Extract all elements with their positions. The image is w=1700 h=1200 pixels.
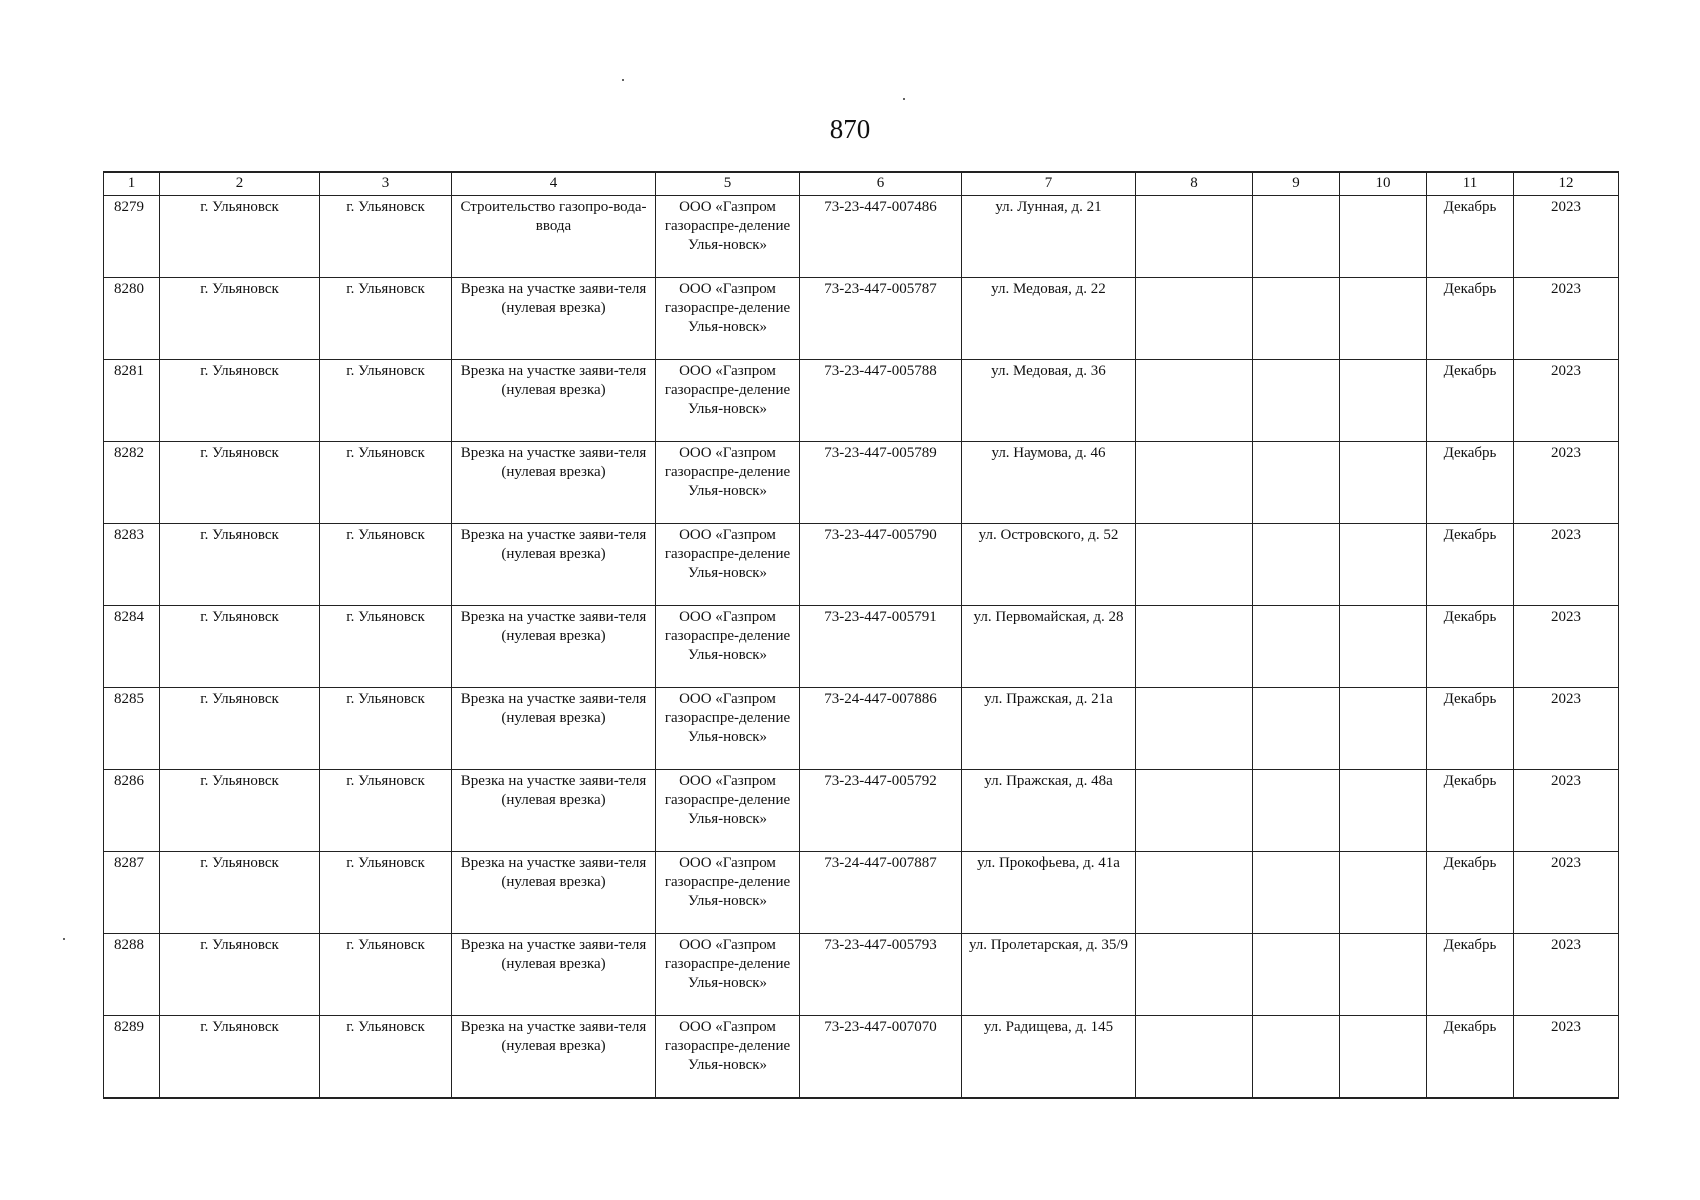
cell-code: 73-23-447-005790 [800,524,962,606]
cell-number: 8286 [104,770,160,852]
cell-year: 2023 [1514,360,1619,442]
cell-district: г. Ульяновск [160,852,320,934]
cell-col-10 [1340,196,1427,278]
cell-month: Декабрь [1427,442,1514,524]
cell-number: 8279 [104,196,160,278]
cell-number: 8284 [104,606,160,688]
cell-month: Декабрь [1427,770,1514,852]
cell-col-8 [1136,442,1253,524]
cell-col-8 [1136,770,1253,852]
cell-year: 2023 [1514,196,1619,278]
col-header-4: 4 [452,172,656,196]
cell-settlement: г. Ульяновск [320,688,452,770]
cell-col-8 [1136,1016,1253,1098]
cell-work-type: Врезка на участке заяви-теля (нулевая врезка) [452,934,656,1016]
cell-organization: ООО «Газпром газораспре-деление Улья-новск» [656,278,800,360]
cell-address: ул. Радищева, д. 145 [962,1016,1136,1098]
cell-col-10 [1340,770,1427,852]
cell-number: 8288 [104,934,160,1016]
cell-month: Декабрь [1427,524,1514,606]
cell-settlement: г. Ульяновск [320,1016,452,1098]
cell-address: ул. Медовая, д. 36 [962,360,1136,442]
table-row [104,442,1619,524]
cell-col-10 [1340,1016,1427,1098]
cell-organization: ООО «Газпром газораспре-деление Улья-новск» [656,196,800,278]
scan-speck [63,938,65,940]
cell-year: 2023 [1514,934,1619,1016]
cell-district: г. Ульяновск [160,934,320,1016]
page-number: 870 [829,114,871,144]
cell-settlement: г. Ульяновск [320,442,452,524]
cell-address: ул. Лунная, д. 21 [962,196,1136,278]
col-header-2: 2 [160,172,320,196]
cell-col-9 [1253,934,1340,1016]
table-row [104,360,1619,442]
cell-year: 2023 [1514,852,1619,934]
cell-col-8 [1136,688,1253,770]
cell-settlement: г. Ульяновск [320,606,452,688]
cell-col-8 [1136,934,1253,1016]
cell-col-9 [1253,360,1340,442]
table-row [104,524,1619,606]
col-header-3: 3 [320,172,452,196]
cell-col-10 [1340,524,1427,606]
cell-month: Декабрь [1427,934,1514,1016]
cell-col-9 [1253,688,1340,770]
cell-code: 73-23-447-005791 [800,606,962,688]
col-header-7: 7 [962,172,1136,196]
cell-month: Декабрь [1427,606,1514,688]
cell-work-type: Врезка на участке заяви-теля (нулевая врезка) [452,1016,656,1098]
cell-settlement: г. Ульяновск [320,278,452,360]
cell-month: Декабрь [1427,852,1514,934]
cell-work-type: Врезка на участке заяви-теля (нулевая врезка) [452,360,656,442]
cell-month: Декабрь [1427,1016,1514,1098]
cell-number: 8282 [104,442,160,524]
cell-district: г. Ульяновск [160,1016,320,1098]
col-header-11: 11 [1427,172,1514,196]
cell-organization: ООО «Газпром газораспре-деление Улья-новск» [656,770,800,852]
header-row [104,172,1619,196]
cell-settlement: г. Ульяновск [320,852,452,934]
scan-speck [903,98,905,100]
cell-settlement: г. Ульяновск [320,770,452,852]
cell-number: 8287 [104,852,160,934]
cell-year: 2023 [1514,688,1619,770]
table-row [104,688,1619,770]
cell-col-8 [1136,852,1253,934]
data-table [103,171,1619,1099]
cell-organization: ООО «Газпром газораспре-деление Улья-новск» [656,606,800,688]
col-header-5: 5 [656,172,800,196]
cell-col-9 [1253,196,1340,278]
cell-year: 2023 [1514,524,1619,606]
cell-district: г. Ульяновск [160,524,320,606]
cell-work-type: Врезка на участке заяви-теля (нулевая врезка) [452,278,656,360]
cell-organization: ООО «Газпром газораспре-деление Улья-новск» [656,360,800,442]
cell-number: 8283 [104,524,160,606]
cell-col-9 [1253,1016,1340,1098]
cell-year: 2023 [1514,278,1619,360]
cell-col-10 [1340,606,1427,688]
cell-work-type: Врезка на участке заяви-теля (нулевая врезка) [452,852,656,934]
cell-col-9 [1253,606,1340,688]
cell-col-9 [1253,278,1340,360]
cell-number: 8289 [104,1016,160,1098]
cell-code: 73-23-447-007486 [800,196,962,278]
cell-work-type: Врезка на участке заяви-теля (нулевая врезка) [452,442,656,524]
cell-number: 8281 [104,360,160,442]
cell-year: 2023 [1514,770,1619,852]
col-header-12: 12 [1514,172,1619,196]
cell-code: 73-23-447-007070 [800,1016,962,1098]
cell-district: г. Ульяновск [160,688,320,770]
cell-code: 73-23-447-005788 [800,360,962,442]
cell-organization: ООО «Газпром газораспре-деление Улья-новск» [656,442,800,524]
cell-address: ул. Пролетарская, д. 35/9 [962,934,1136,1016]
table-row [104,770,1619,852]
cell-col-10 [1340,278,1427,360]
cell-col-10 [1340,688,1427,770]
cell-work-type: Врезка на участке заяви-теля (нулевая врезка) [452,688,656,770]
cell-settlement: г. Ульяновск [320,196,452,278]
cell-organization: ООО «Газпром газораспре-деление Улья-новск» [656,1016,800,1098]
table-row [104,934,1619,1016]
cell-col-9 [1253,524,1340,606]
cell-col-10 [1340,442,1427,524]
cell-settlement: г. Ульяновск [320,934,452,1016]
cell-district: г. Ульяновск [160,278,320,360]
cell-organization: ООО «Газпром газораспре-деление Улья-новск» [656,524,800,606]
cell-address: ул. Пражская, д. 21а [962,688,1136,770]
col-header-10: 10 [1340,172,1427,196]
cell-col-8 [1136,278,1253,360]
cell-code: 73-23-447-005787 [800,278,962,360]
cell-col-10 [1340,934,1427,1016]
cell-address: ул. Медовая, д. 22 [962,278,1136,360]
cell-number: 8280 [104,278,160,360]
cell-work-type: Врезка на участке заяви-теля (нулевая врезка) [452,606,656,688]
cell-address: ул. Пражская, д. 48а [962,770,1136,852]
cell-year: 2023 [1514,442,1619,524]
cell-code: 73-24-447-007886 [800,688,962,770]
cell-year: 2023 [1514,1016,1619,1098]
cell-col-8 [1136,524,1253,606]
cell-col-9 [1253,852,1340,934]
cell-month: Декабрь [1427,360,1514,442]
cell-district: г. Ульяновск [160,770,320,852]
cell-code: 73-23-447-005792 [800,770,962,852]
table-row [104,852,1619,934]
cell-col-8 [1136,360,1253,442]
cell-work-type: Врезка на участке заяви-теля (нулевая врезка) [452,524,656,606]
cell-address: ул. Островского, д. 52 [962,524,1136,606]
table-row [104,196,1619,278]
cell-month: Декабрь [1427,278,1514,360]
cell-organization: ООО «Газпром газораспре-деление Улья-новск» [656,934,800,1016]
cell-work-type: Строительство газопро-вода-ввода [452,196,656,278]
cell-district: г. Ульяновск [160,442,320,524]
cell-col-8 [1136,196,1253,278]
cell-settlement: г. Ульяновск [320,524,452,606]
cell-district: г. Ульяновск [160,196,320,278]
cell-district: г. Ульяновск [160,606,320,688]
scan-speck [622,79,624,81]
cell-number: 8285 [104,688,160,770]
cell-col-10 [1340,360,1427,442]
col-header-1: 1 [104,172,160,196]
col-header-9: 9 [1253,172,1340,196]
cell-address: ул. Прокофьева, д. 41а [962,852,1136,934]
table-row [104,606,1619,688]
cell-month: Декабрь [1427,688,1514,770]
cell-col-10 [1340,852,1427,934]
cell-code: 73-23-447-005789 [800,442,962,524]
cell-col-9 [1253,770,1340,852]
cell-settlement: г. Ульяновск [320,360,452,442]
cell-code: 73-24-447-007887 [800,852,962,934]
cell-address: ул. Наумова, д. 46 [962,442,1136,524]
cell-district: г. Ульяновск [160,360,320,442]
cell-year: 2023 [1514,606,1619,688]
cell-work-type: Врезка на участке заяви-теля (нулевая врезка) [452,770,656,852]
cell-col-8 [1136,606,1253,688]
col-header-8: 8 [1136,172,1253,196]
cell-organization: ООО «Газпром газораспре-деление Улья-новск» [656,852,800,934]
cell-organization: ООО «Газпром газораспре-деление Улья-новск» [656,688,800,770]
col-header-6: 6 [800,172,962,196]
table-row [104,278,1619,360]
cell-col-9 [1253,442,1340,524]
table-row [104,1016,1619,1098]
cell-address: ул. Первомайская, д. 28 [962,606,1136,688]
cell-month: Декабрь [1427,196,1514,278]
cell-code: 73-23-447-005793 [800,934,962,1016]
